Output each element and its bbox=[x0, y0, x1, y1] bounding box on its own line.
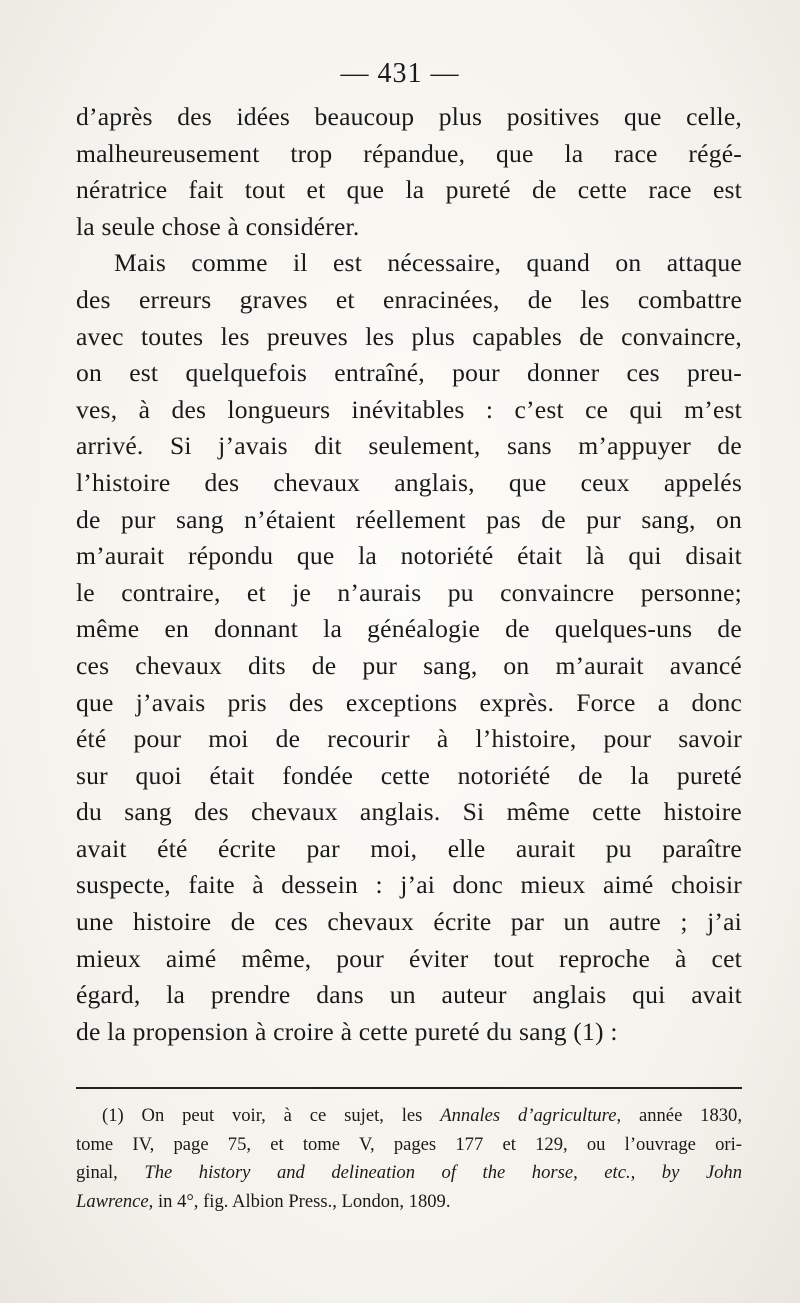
body-line-20: du sang des chevaux anglais. Si même cette histoire bbox=[76, 797, 742, 827]
body-line-15: même en donnant la généalogie de quelques-uns de bbox=[76, 614, 742, 644]
footnote-divider bbox=[76, 1087, 742, 1089]
body-line-23: une histoire de ces chevaux écrite par un autre ; j’ai bbox=[76, 907, 742, 937]
footnote-title-annales: Annales d’agriculture bbox=[440, 1105, 617, 1126]
body-line-7: avec toutes les preuves les plus capables de convaincre, bbox=[76, 321, 742, 351]
body-text bbox=[76, 99, 742, 1050]
body-line-22: suspecte, faite à dessein : j’ai donc mieux aimé choisir bbox=[76, 870, 742, 900]
body-line-5: Mais comme il est nécessaire, quand on attaque bbox=[114, 248, 742, 278]
footnote-line-3 bbox=[76, 1159, 742, 1188]
body-line-2: malheureusement trop répandue, que la race régé- bbox=[76, 138, 742, 168]
body-line-8: on est quelquefois entraîné, pour donner ces preu- bbox=[76, 358, 742, 388]
footnote-line-4 bbox=[76, 1188, 742, 1217]
body-line-4: la seule chose à considérer. bbox=[76, 211, 360, 241]
body-line-18: été pour moi de recourir à l’histoire, pour savoir bbox=[76, 724, 742, 754]
body-line-14: le contraire, et je n’aurais pu convaincre personne; bbox=[76, 577, 742, 607]
body-line-12: de pur sang n’étaient réellement pas de pur sang, on bbox=[76, 504, 742, 534]
footnote-title-horse: The history and delineation of the horse, etc., by John bbox=[144, 1162, 742, 1183]
body-line-25: égard, la prendre dans un auteur anglais qui avait bbox=[76, 980, 742, 1010]
body-line-13: m’aurait répondu que la notoriété était là qui disait bbox=[76, 541, 742, 571]
body-line-19: sur quoi était fondée cette notoriété de la pureté bbox=[76, 760, 742, 790]
footnote-original: ginal, bbox=[76, 1162, 145, 1183]
body-line-10: arrivé. Si j’avais dit seulement, sans m’appuyer de bbox=[76, 431, 742, 461]
body-line-17: que j’avais pris des exceptions exprès. Force a donc bbox=[76, 687, 742, 717]
body-line-1: d’après des idées beaucoup plus positives que celle, bbox=[76, 102, 742, 131]
body-line-9: ves, à des longueurs inévitables : c’est ce qui m’est bbox=[76, 394, 742, 424]
footnote-author: Lawrence bbox=[76, 1190, 149, 1212]
body-line-24: mieux aimé même, pour éviter tout reproche à cet bbox=[76, 943, 742, 973]
body-line-21: avait été écrite par moi, elle aurait pu paraître bbox=[76, 833, 742, 863]
footnote bbox=[76, 1102, 742, 1216]
body-line-11: l’histoire des chevaux anglais, que ceux appelés bbox=[76, 467, 742, 497]
body-line-16: ces chevaux dits de pur sang, on m’aurait avancé bbox=[76, 650, 742, 680]
footnote-ref: (1) On peut voir, à ce sujet, les bbox=[102, 1105, 441, 1126]
footnote-line-2: tome IV, page 75, et tome V, pages 177 et 129, ou l’ouvrage ori- bbox=[76, 1133, 742, 1155]
footnote-line-1 bbox=[76, 1102, 742, 1131]
page-number: — 431 — bbox=[340, 58, 460, 89]
footnote-year: , année 1830, bbox=[616, 1105, 743, 1126]
body-line-3: nératrice fait tout et que la pureté de cette race est bbox=[76, 175, 742, 205]
body-line-6: des erreurs graves et enracinées, de les combattre bbox=[76, 284, 742, 314]
body-line-26: de la propension à croire à cette pureté du sang (1) : bbox=[76, 1016, 618, 1046]
footnote-publication: , in 4°, fig. Albion Press., London, 1809. bbox=[148, 1190, 451, 1212]
